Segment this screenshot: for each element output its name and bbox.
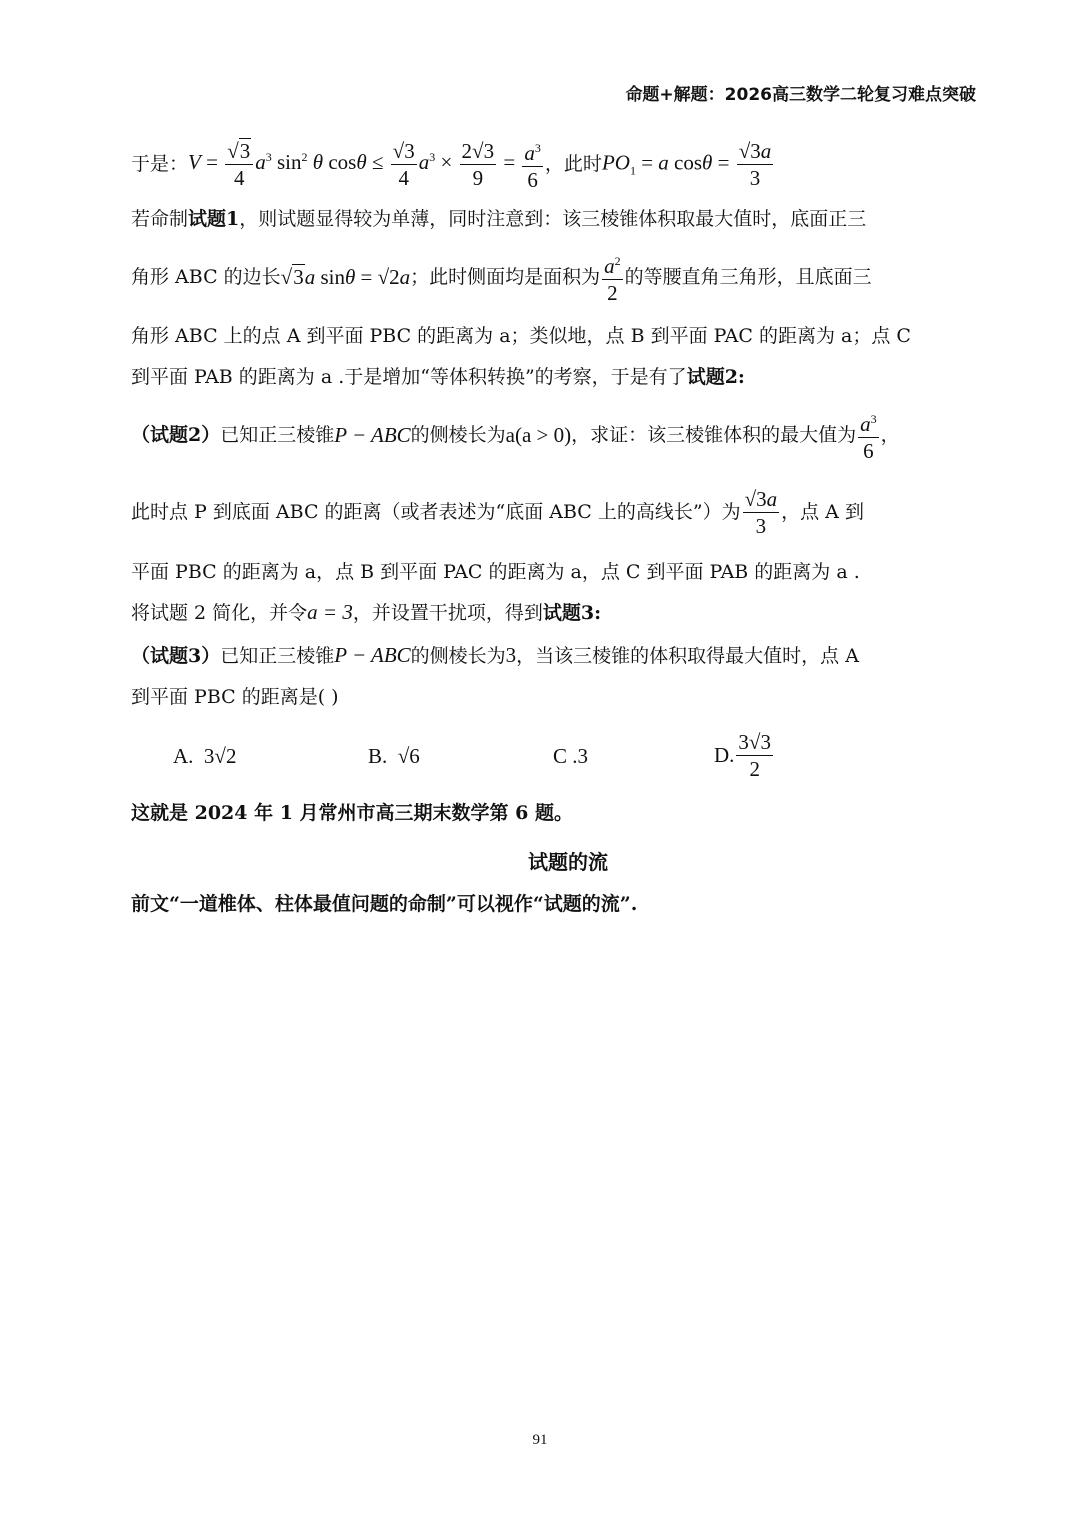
option-b-value: √6 xyxy=(397,744,420,768)
closing-paragraph: 前文“一道椎体、柱体最值问题的命制”可以视作“试题的流”. xyxy=(131,893,638,915)
height-formula: $PO_1 = a$ cosθ = $\frac{√3a}{3}$ xyxy=(601,138,772,190)
side-length-formula: √3a sinθ = √2a xyxy=(280,265,411,289)
paragraph1-line3: 角形 ABC 上的点 A 到平面 PBC 的距离为 a；类似地，点 B 到平面 PAC 的距离为 a；点 C xyxy=(131,325,911,347)
problem3-line2: 到平面 PBC 的距离是( ) xyxy=(131,686,339,708)
problem3-line1: （试题3）已知正三棱锥P − ABC的侧棱长为3，当该三棱锥的体积取得最大值时，点 A xyxy=(131,643,859,667)
derivation-prefix: 于是： xyxy=(131,153,189,175)
height-fraction: $\frac{√3a}{3}$ xyxy=(744,486,778,538)
source-note: 这就是 2024 年 1 月常州市高三期末数学第 6 题。 xyxy=(131,802,574,824)
option-b: B. √6 xyxy=(368,744,420,768)
volume-formula: V = $\frac{√3}{4}$ $a^3$ $\sin^2 \theta$ cosθ ≤ $\frac{√3}{4}$ $a^3$ × $\frac{2√3}{9}$ = $\frac{a^3}{6}$ xyxy=(188,136,545,192)
option-d: D. $\frac{3√3}{2}$ xyxy=(714,730,771,781)
paragraph1-line1: 若命制试题1，则试题显得较为单薄，同时注意到：该三棱锥体积取最大值时，底面正三 xyxy=(131,208,867,230)
option-c: C .3 xyxy=(553,744,589,768)
page-number: 91 xyxy=(532,1432,548,1448)
derivation-line xyxy=(131,134,775,194)
problem2-line1: （试题2） 已知正三棱锥 P − ABC 的侧棱长为 a(a > 0) ，求证：该三棱锥体积的最大值为 $\frac{a^3}{6}$ ， xyxy=(131,405,900,465)
derivation-middle: ，此时 xyxy=(544,153,602,175)
section-heading: 试题的流 xyxy=(528,850,608,874)
simplify-line: 将试题 2 简化，并令a = 3，并设置干扰项，得到试题3: xyxy=(131,600,602,624)
problem2-line3: 平面 PBC 的距离为 a，点 B 到平面 PAC 的距离为 a，点 C 到平面 PAB 的距离为 a . xyxy=(131,561,860,583)
paragraph1-line4: 到平面 PAB 的距离为 a .于是增加“等体积转换”的考察，于是有了试题2: xyxy=(131,366,745,388)
area-fraction: $\frac{a^2}{2}$ xyxy=(602,249,623,305)
problem2-line2: 此时点 P 到底面 ABC 的距离（或者表述为“底面 ABC 上的高线长”）为 $\frac{√3a}{3}$ ，点 A 到 xyxy=(131,486,864,538)
option-a: A. 3√2 xyxy=(173,744,237,768)
running-header: 命题+解题：2026高三数学二轮复习难点突破 xyxy=(625,85,976,105)
option-a-value: 3√2 xyxy=(203,744,237,768)
paragraph1-line2: 角形 ABC 的边长 √3a sinθ = √2a ；此时侧面均是面积为 $\frac{a^2}{2}$ 的等腰直角三角形，且底面三 xyxy=(131,248,872,306)
max-volume-fraction: $\frac{a^3}{6}$ xyxy=(858,407,879,463)
option-d-value: $\frac{3√3}{2}$ xyxy=(738,730,771,781)
